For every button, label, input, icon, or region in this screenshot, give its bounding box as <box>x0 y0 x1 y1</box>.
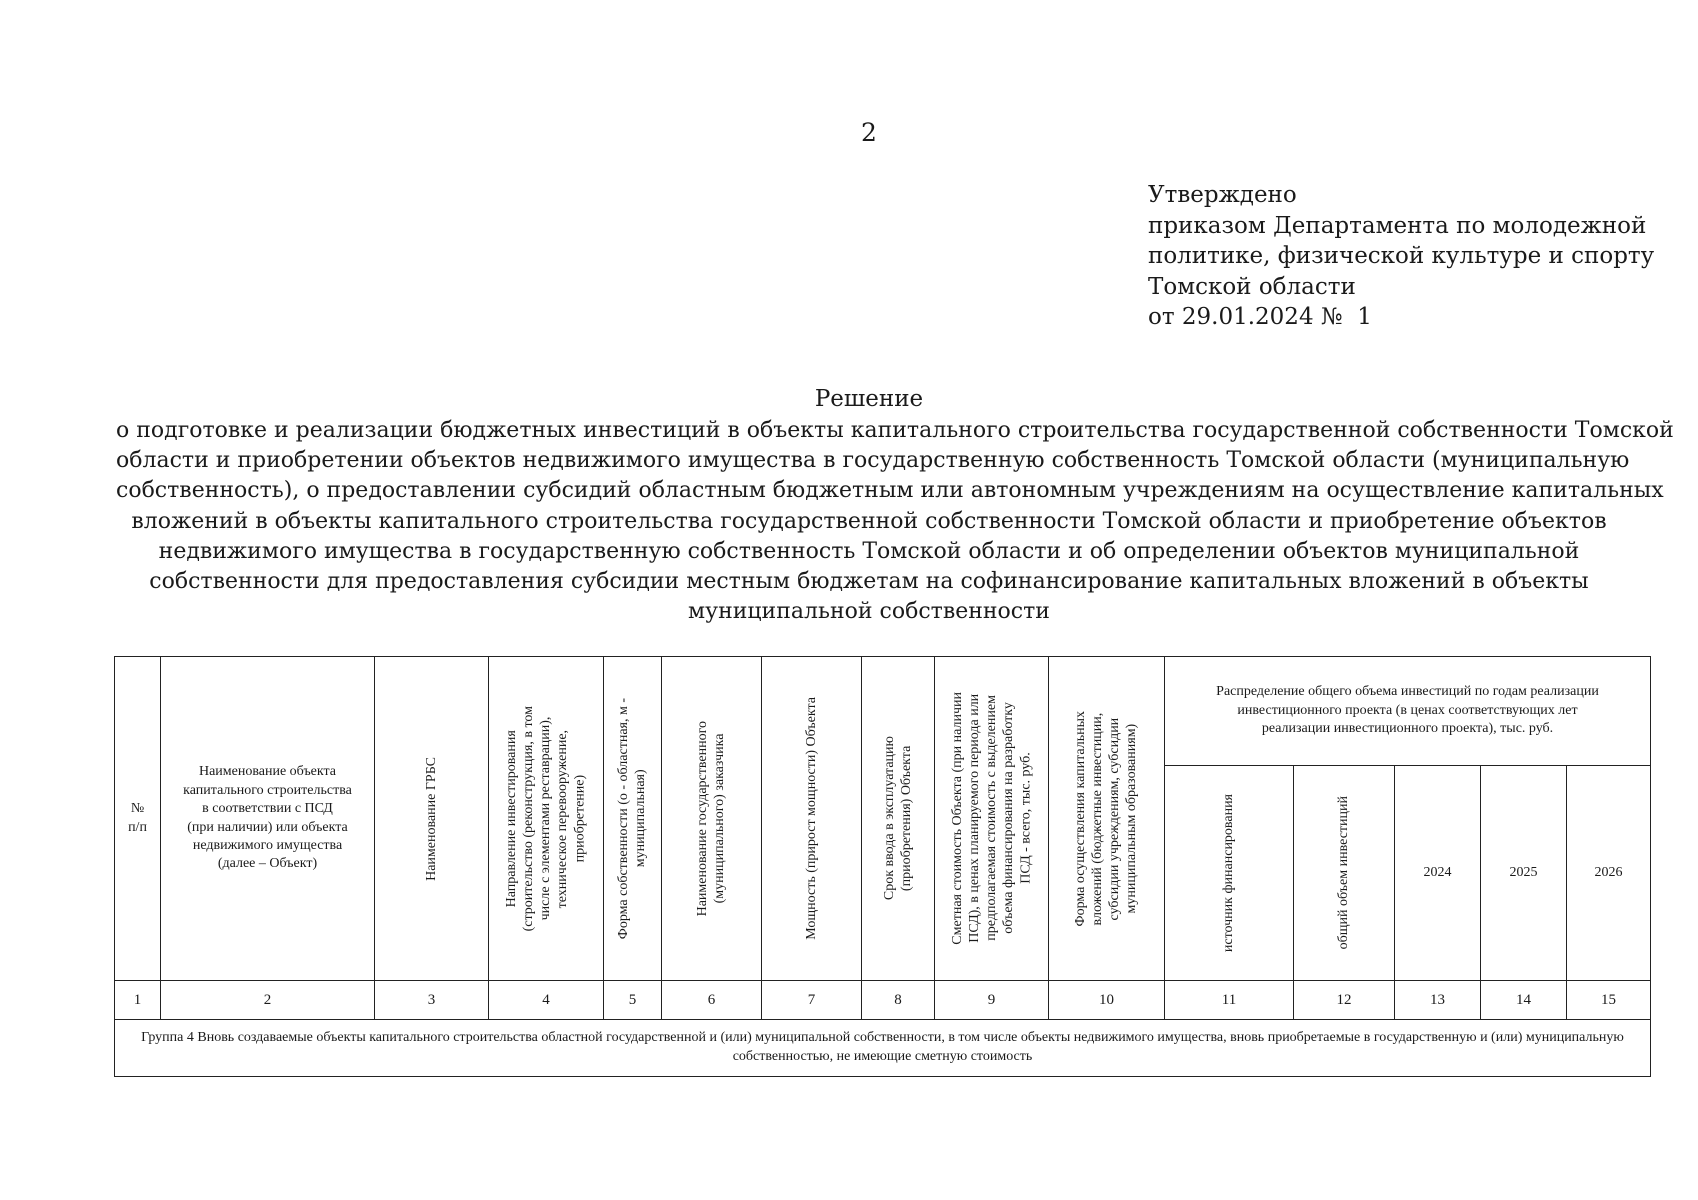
column-number: 15 <box>1567 981 1651 1020</box>
header-cell-commissioning <box>862 657 935 981</box>
page-number: 2 <box>861 118 877 147</box>
header-cell-ownership <box>604 657 662 981</box>
header-cell-capacity <box>762 657 862 981</box>
approval-block <box>1148 180 1654 333</box>
header-text: Направление инвестирования (строительство (реконструкция, в том числе с элементами реставрации), техническое перевооружение, приобретение) <box>504 705 588 932</box>
header-text: Мощность (прирост мощности) Объекта <box>803 697 819 940</box>
decision-line: собственность), о предоставлении субсидий областным бюджетным или автономным учреждениям на осуществление капитальных <box>116 478 1664 504</box>
decision-line: вложений в объекты капитального строительства государственной собственности Томской области и приобретение объектов <box>131 508 1607 534</box>
decision-title: Решение <box>814 386 924 412</box>
header-cell-source <box>1165 766 1294 981</box>
header-cell-distribution <box>1165 657 1651 766</box>
decision-body <box>116 416 1674 627</box>
column-number: 7 <box>762 981 862 1020</box>
header-cell-estimate <box>935 657 1049 981</box>
header-text: Форма собственности (о - областная, м - муниципальная) <box>616 697 649 940</box>
column-number: 10 <box>1049 981 1165 1020</box>
header-text: Наименование объекта капитального строительства в соответствии с ПСД (при наличии) или объекта недвижимого имущества (далее – Объект) <box>183 764 352 872</box>
column-number: 4 <box>489 981 604 1020</box>
column-number: 5 <box>604 981 662 1020</box>
column-number: 1 <box>115 981 161 1020</box>
header-text: Форма осуществления капитальных вложений (бюджетные инвестиции, субсидии учреждениям, субсидии муниципальным образованиям) <box>1073 710 1140 927</box>
header-cell-number <box>115 657 161 981</box>
header-text: Сметная стоимость Объекта (при наличии ПСД), в ценах планируемого периода или предполагаемая стоимость с выделением объема финансирования на разработку ПСД - всего, тыс. руб. <box>949 692 1034 945</box>
header-cell-year-2026: 2026 <box>1567 766 1651 981</box>
column-numbers-row <box>115 981 1651 1020</box>
column-number: 2 <box>161 981 375 1020</box>
header-cell-direction <box>489 657 604 981</box>
approval-line: Утверждено <box>1148 182 1297 208</box>
column-number: 6 <box>662 981 762 1020</box>
header-text: № п/п <box>128 801 147 835</box>
approval-line: Томской области <box>1148 273 1356 300</box>
header-cell-grbs <box>375 657 489 981</box>
header-cell-total <box>1294 766 1395 981</box>
group-row: Группа 4 Вновь создаваемые объекты капитального строительства областной государственной и (или) муниципальной собственности, в том числе объекты недвижимого имущества, вновь приобретаемые в государственную и (или) муниципальную собственностью, не имеющие сметную стоимость <box>115 1020 1651 1077</box>
header-text: Наименование государственного (муниципального) заказчика <box>695 720 728 917</box>
approval-line: от 29.01.2024 № 1 <box>1148 304 1372 330</box>
column-number: 11 <box>1165 981 1294 1020</box>
column-number: 12 <box>1294 981 1395 1020</box>
column-number: 14 <box>1481 981 1567 1020</box>
header-text: Срок ввода в эксплуатацию (приобретения) Объекта <box>881 736 914 901</box>
column-number: 3 <box>375 981 489 1020</box>
investment-table <box>114 656 1651 1077</box>
header-text: Распределение общего объема инвестиций по годам реализации инвестиционного проекта (в ценах соответствующих лет реализации инвестиционного проекта), тыс. руб. <box>1216 684 1599 737</box>
header-cell-year-2025: 2025 <box>1481 766 1567 981</box>
decision-line: муниципальной собственности <box>688 599 1050 625</box>
header-text: общий объем инвестиций <box>1336 796 1352 950</box>
header-cell-form <box>1049 657 1165 981</box>
decision-line: области и приобретении объектов недвижимого имущества в государственную собственность Томской области (муниципальную <box>116 448 1630 474</box>
column-number: 13 <box>1395 981 1481 1020</box>
approval-line: политике, физической культуре и спорту <box>1148 243 1655 269</box>
header-text: источник финансирования <box>1221 793 1237 953</box>
header-text: Наименование ГРБС <box>423 756 439 881</box>
approval-line: приказом Департамента по молодежной <box>1148 212 1647 239</box>
decision-line: недвижимого имущества в государственную собственность Томской области и об определении объектов муниципальной <box>158 538 1580 564</box>
decision-line: собственности для предоставления субсидии местным бюджетам на софинансирование капитальных вложений в объекты <box>149 569 1589 595</box>
header-cell-object <box>161 657 375 981</box>
column-number: 8 <box>862 981 935 1020</box>
header-cell-year-2024: 2024 <box>1395 766 1481 981</box>
decision-line: о подготовке и реализации бюджетных инвестиций в объекты капитального строительства государственной собственности Томской <box>116 418 1674 443</box>
column-number: 9 <box>935 981 1049 1020</box>
header-cell-customer <box>662 657 762 981</box>
